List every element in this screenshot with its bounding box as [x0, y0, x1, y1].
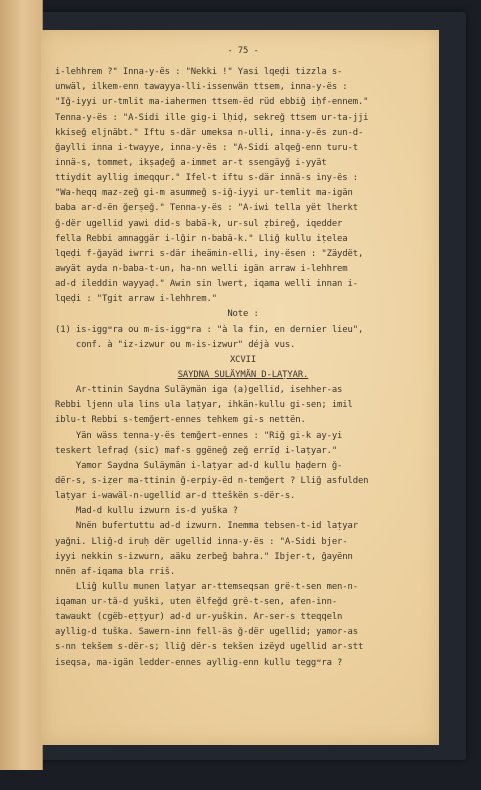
text-line: s-nn tekšem s-dër-s; lliǧ dër-s tekšen izëyd ugellid ar-stt — [55, 642, 364, 653]
text-line: ǧaylli inna i-twayye, inna-y-ës : "A-Sidi alqeǧ-enn turu-t — [55, 142, 358, 153]
text-line: Rebbi ljenn ula lins ula laṭyar, ihkän-kullu gi-sen; imil — [55, 400, 353, 411]
text-line: Tenna-y-ës : "A-Sidi ille gig-i lḥiḍ, sekreǧ ttsem ur-ta-jji — [55, 112, 369, 123]
text-line: ad-d ileddin wayyaḍ." Awin sin lwert, iqama welli innan i- — [55, 279, 358, 290]
text-line: Ar-ttinin Saydna Suläymän iga (a)gellid, isehher-as — [55, 385, 343, 396]
text-line: i-lehhrem ?" Inna-y-ës : "Nekki !" Yasi lqeḍi tizzla s- — [55, 67, 343, 78]
page-text — [55, 44, 431, 671]
text-line: dër-s, s-iẓer ma-ttinin ǧ-erpiy-ëd n-temǧert ? Lliǧ asfulden — [55, 475, 369, 486]
note-heading: Note : — [227, 309, 259, 320]
text-line: innä-s, tommet, ikṣaḍeǧ a-immet ar-t ssengäyǧ i-yyät — [55, 157, 327, 168]
text-line: laṭyar i-wawäl-n-ugellid ar-d tteškën s-dër-s. — [55, 491, 296, 502]
text-line: kkiseǧ eljnäbt." Iftu s-där umeksa n-ulli, inna-y-ës zun-d- — [55, 127, 364, 138]
note-block — [55, 323, 431, 353]
text-line: "Wa-heqq maz-zeǧ gi-m asummeǧ s-iǧ-iyyi ur-temlit ma-igän — [55, 188, 353, 199]
text-line: "Iǧ-iyyi ur-tmlit ma-iahermen ttsem-ëd rüd ebbiǧ iḥf-ennem." — [55, 97, 369, 108]
text-line: ǧ-dër ugellid yawi did-s babä-k, ur-sul ẓbireǧ, iqedder — [55, 218, 343, 229]
text-line: iqaman ur-tä-d yuški, uten ëlfeǧd grë-t-sen, afen-inn- — [55, 597, 338, 608]
text-line: Lliǧ kullu munen laṭyar ar-ttemseqsan grë-t-sen men-n- — [55, 581, 358, 592]
text-line: Mad-d kullu izwurn is-d yuška ? — [55, 506, 238, 517]
chapter-title: SAYDNA SULÄYMÄN D-LAṬYAR. — [177, 369, 309, 380]
facing-page-edge — [0, 0, 43, 770]
text-line: ttiydit ayllig imeqqur." Ifel-t iftu s-där innä-s iny-ës : — [55, 173, 358, 184]
text-line: Yän wäss tenna-y-ës temǧert-ennes : "Riǧ gi-k ay-yi — [55, 430, 343, 441]
text-line: lqeḍi : "Tgit arraw i-lehhrem." — [55, 294, 217, 305]
note-line: (1) is-iggʷra ou m-is-iggʷra : "à la fin, en dernier lieu", — [55, 324, 364, 335]
text-line: Yamor Saydna Suläymän i-laṭyar ad-d kullu ḥaḍern ǧ- — [55, 460, 343, 471]
text-line: baba ar-d-ën ǧerṣeǧ." Tenna-y-ës : "A-iwi tella yët lherkt — [55, 203, 358, 214]
text-line: iseqsa, ma-igän ledder-ennes ayllig-enn kullu teggʷra ? — [55, 657, 343, 668]
text-line: ayllig-d tuška. Sawern-inn fell-äs ǧ-dër ugellid; yamor-as — [55, 627, 358, 638]
note-line: conf. à "iz-izwur ou m-is-izwur" déjà vus. — [55, 339, 296, 350]
text-line: yaǧni. Lliǧ-d iruḥ dër ugellid inna-y-ës : "A-Sidi bjer- — [55, 536, 348, 547]
paragraph-bottom — [55, 383, 431, 671]
text-line: teskert lefraḍ (sic) maf-s ggëneǧ zeǧ errïḍ i-laṭyar." — [55, 445, 338, 456]
text-line: fella Rebbi amnaggär i-lǧir n-babä-k." Lliǧ kullu iṭelea — [55, 233, 348, 244]
text-line: lqeḍi f-ǧayäd iwrri s-där iheämin-elli, iny-ësen : "Zäydët, — [55, 248, 364, 259]
paragraph-top — [55, 65, 431, 307]
book-page — [41, 30, 439, 745]
page-number: - 75 - — [227, 46, 259, 56]
chapter-number: XCVII — [229, 354, 257, 365]
text-line: awyät ayda n-baba-t-un, ha-nn welli igän arraw i-lehhrem — [55, 263, 348, 274]
text-line: iblu-t Rebbi s-temǧert-ennes tehkem gi-s nettën. — [55, 415, 306, 426]
text-line: tawaukt (cgëb-eṭṭyur) ad-d ur-yuškin. Ar-ser-s tteqqeln — [55, 612, 343, 623]
text-line: nnën af-iqama bla rriš. — [55, 566, 176, 577]
text-line: unwäl, ilkem-enn tawayya-lli-issenwän ttsem, inna-y-ës : — [55, 82, 348, 93]
text-line: Nnën bufertuttu ad-d izwurn. Inemma tebsen-t-id laṭyar — [55, 521, 358, 532]
text-line: iyyi nekkin s-izwurn, aäku zerbeǧ bahra." Ibjer-t, ǧayënn — [55, 551, 353, 562]
